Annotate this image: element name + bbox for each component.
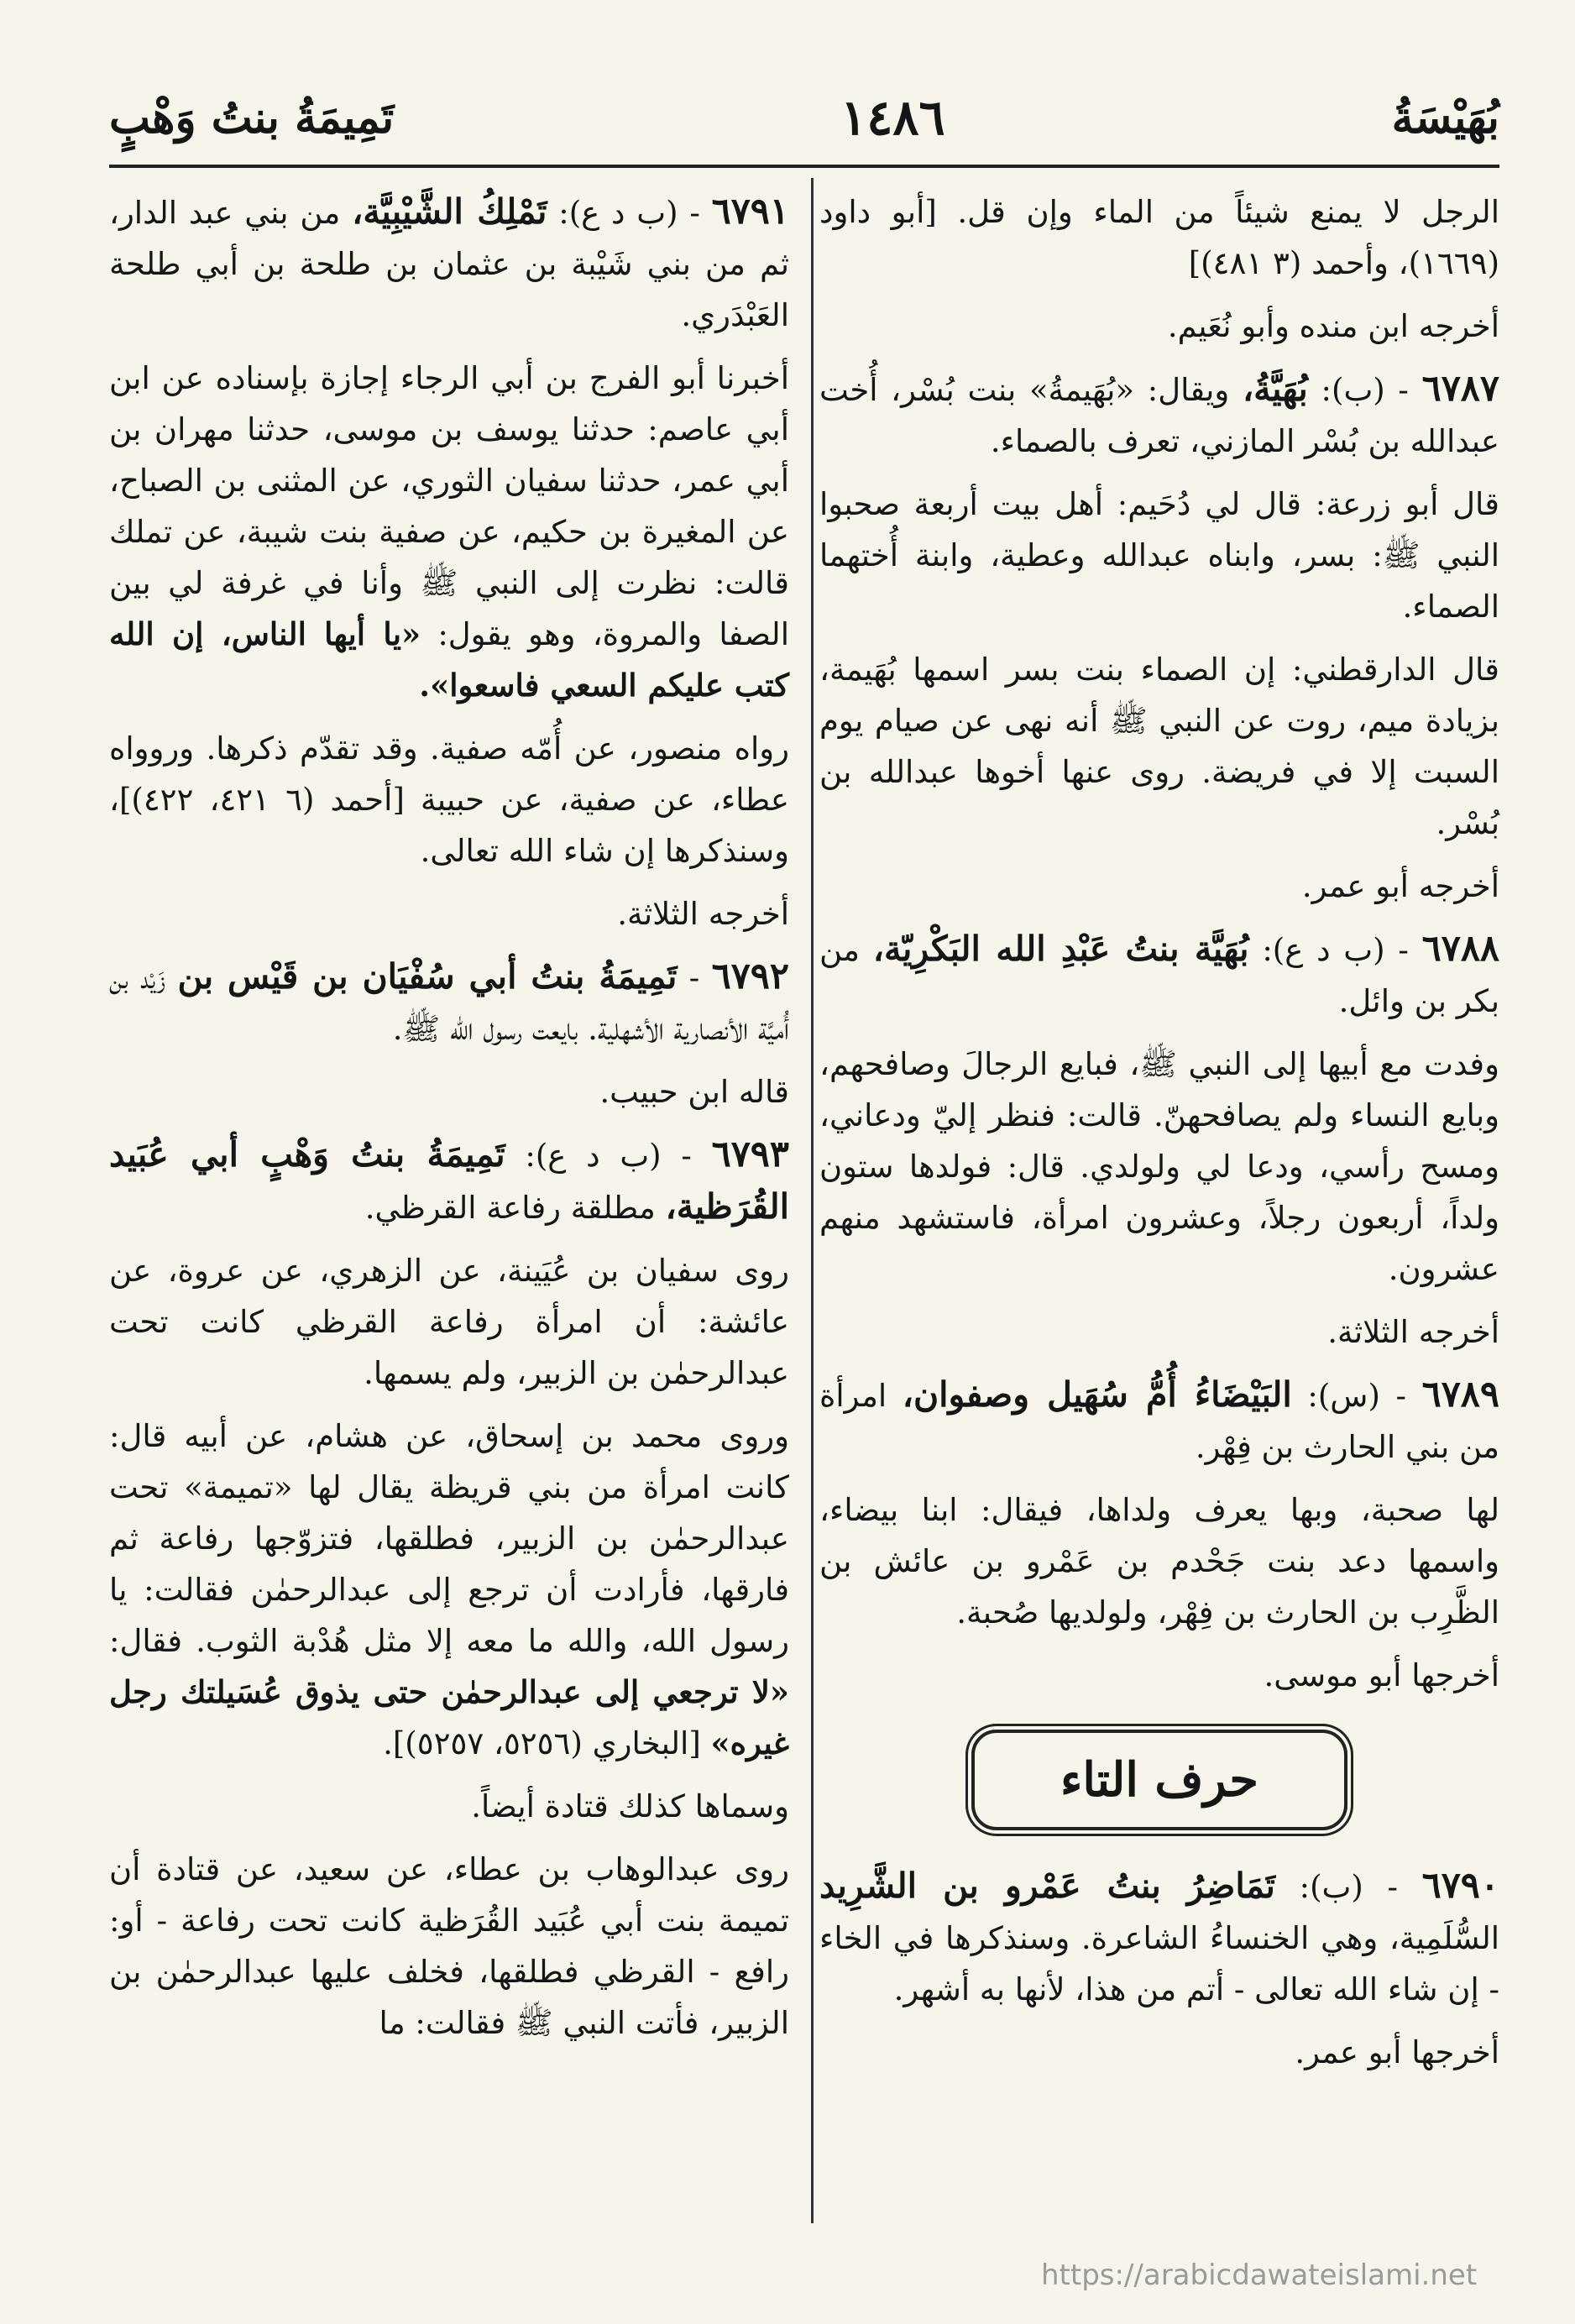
text-paragraph: أخرجه ابن منده وأبو نُعَيم. (1167, 308, 1499, 344)
hadith-quote: «لا ترجعي إلى عبدالرحمٰن حتى يذوق عُسَيلتك رجل غيره» (109, 1673, 789, 1761)
entry-text: السُّلَمِية، وهي الخنساءُ الشاعرة. وسنذكرها في الخاء - إن شاء الله تعالى - أتم من هذا، لأنها به أشهر. (819, 1920, 1499, 2007)
right-column (819, 186, 1499, 2090)
entry-text: من بني عبد الدار، ثم من بني شَيْبة بن عثمان بن طلحة بن أبي طلحة العَبْدَري. (109, 195, 789, 333)
entry-text: زَيْد بن أُميَّة الأنصارية الأشهلية. بايعت رسول الله ﷺ. (109, 960, 789, 1047)
text-paragraph (109, 1411, 789, 1769)
hadith-quote: «يا أيها الناس، إن الله كتب عليكم السعي فاسعوا». (109, 615, 789, 704)
section-heading-title: حرف التاء (1060, 1751, 1258, 1808)
entry-name: البَيْضَاءُ أُمُّ سُهَيل وصفوان، (902, 1374, 1292, 1415)
page-header (109, 84, 1499, 151)
entry-source-codes: - (س): (1291, 1378, 1422, 1414)
entry-source-codes: - (ب): (1307, 372, 1422, 408)
text-paragraph: روى سفيان بن عُيَينة، عن الزهري، عن عروة، عن عائشة: أن امرأة رفاعة القرظي كانت تحت عبدالرحمٰن بن الزبير، ولم يسمها. (109, 1253, 789, 1391)
text-paragraph: لها صحبة، وبها يعرف ولداها، فيقال: ابنا بيضاء، واسمها دعد بنت جَحْدم بن عَمْرو بن عائش بن الظَّرِب بن الحارث بن فِهْر، ولولديها صُحبة. (819, 1492, 1499, 1630)
column-divider (811, 178, 814, 2223)
entry-name: تَمِيمَةُ بنتُ وَهْبٍ أبي عُبَيد القُرَظية، (109, 1134, 789, 1227)
text-paragraph: أخرجها أبو عمر. (1295, 2034, 1499, 2070)
text-paragraph (109, 353, 789, 711)
entry-name: تَمْلِكُ الشَّيْبِيَّة، (352, 191, 547, 232)
text-paragraph: أخرجه أبو عمر. (1301, 868, 1499, 904)
watermark-url: https://arabicdawateislami.net (1041, 2259, 1478, 2292)
entry-paragraph (819, 1861, 1499, 2015)
entry-number: ٦٧٩١ (711, 191, 789, 233)
entry-text: ويقال: «بُهَيمةُ» بنت بُسْر، أُخت عبدالله بن بُسْر المازني، تعرف بالصماء. (819, 372, 1499, 459)
page-number: ١٤٨٦ (840, 89, 945, 146)
entry-number: ٦٧٨٩ (1421, 1374, 1499, 1416)
entry-paragraph (109, 186, 789, 341)
entry-number: ٦٧٩٢ (711, 955, 789, 997)
paragraph-text: أخبرنا أبو الفرج بن أبي الرجاء إجازة بإسناده عن ابن أبي عاصم: حدثنا يوسف بن موسى، حدثنا مهران بن أبي عمر، حدثنا سفيان الثوري، عن المثنى بن الصباح، عن المغيرة بن حكيم، عن صفية بنت شيبة، عن تملك قالت: نظرت إلى النبي ﷺ وأنا في غرفة لي بين الصفا والمروة، وهو يقول: (109, 360, 789, 652)
text-paragraph: الرجل لا يمنع شيئاً من الماء وإن قل. [أبو داود (١٦٦٩)، وأحمد (٣ ٤٨١)] (819, 194, 1499, 281)
entry-source-codes: - (ب): (1274, 1869, 1422, 1905)
entry-number: ٦٧٨٧ (1421, 368, 1499, 410)
text-paragraph: رواه منصور، عن أُمّه صفية. وقد تقدّم ذكرها. وروواه عطاء، عن صفية، عن حبيبة [أحمد (٦ ٤٢١، ٤٢٢)]، وسنذكرها إن شاء الله تعالى. (109, 730, 789, 869)
entry-number: ٦٧٩٣ (711, 1133, 789, 1175)
text-paragraph: قال الدارقطني: إن الصماء بنت بسر اسمها بُهَيمة، بزيادة ميم، روت عن النبي ﷺ أنه نهى عن صيام يوم السبت إلا في فريضة. روى عنها أخوها عبدالله بن بُسْر. (819, 652, 1499, 841)
header-right-title: بُهَيْسَةُ (1391, 92, 1499, 144)
paragraph-text: [البخاري (٥٢٥٦، ٥٢٥٧)]. (383, 1725, 711, 1761)
section-heading-box (971, 1730, 1347, 1830)
left-column (109, 186, 789, 2060)
text-paragraph: قاله ابن حبيب. (599, 1074, 789, 1110)
text-paragraph: روى عبدالوهاب بن عطاء، عن سعيد، عن قتادة أن تميمة بنت أبي عُبَيد القُرَظية كانت تحت رفاعة - أو: رافع - القرظي فطلقها، فخلف عليها عبدالرحمٰن بن الزبير، فأتت النبي ﷺ فقالت: ما (109, 1851, 789, 2041)
text-paragraph: أخرجه الثلاثة. (1327, 1314, 1499, 1350)
text-paragraph: وفدت مع أبيها إلى النبي ﷺ، فبايع الرجالَ وصافحهم، وبايع النساء ولم يصافحهنّ. قالت: فنظر إليّ ودعاني، ومسح رأسي، ودعا لي ولولدي. قال: فولدها ستون ولداً، أربعون رجلاً، وعشرون امرأة، فاستشهد منهم عشرون. (819, 1046, 1499, 1287)
entry-text: مطلقة رفاعة القرظي. (364, 1190, 666, 1226)
entry-paragraph (819, 364, 1499, 467)
entry-name: تَمِيمَةُ بنتُ أبي سُفْيَان بن قَيْس بن (177, 956, 678, 997)
entry-text: من بكر بن وائل. (819, 932, 1499, 1019)
entry-source-codes: - (ب د ع): (547, 195, 712, 231)
entry-name: بُهَيَّة بنتُ عَبْدِ الله البَكْرِيّة، (872, 929, 1249, 969)
text-paragraph: قال أبو زرعة: قال لي دُحَيم: أهل بيت أربعة صحبوا النبي ﷺ: بسر، وابناه عبدالله وعطية، وابنة أُختهما الصماء. (819, 486, 1499, 625)
entry-source-codes: - (ب د ع): (505, 1138, 712, 1174)
entry-source-codes: - (ب د ع): (1248, 932, 1422, 968)
entry-text: امرأة من بني الحارث بن فِهْر. (819, 1378, 1499, 1465)
header-left-title: تَمِيمَةُ بنتُ وَهْبٍ (109, 92, 395, 144)
entry-number: ٦٧٩٠ (1421, 1865, 1499, 1907)
paragraph-text: وروى محمد بن إسحاق، عن هشام، عن أبيه قال: كانت امرأة من بني قريظة يقال لها «تميمة» تحت عبدالرحمٰن بن الزبير، فطلقها، فتزوّجها رفاعة ثم فارقها، فأرادت أن ترجع إلى عبدالرحمٰن فقالت: يا رسول الله، والله ما معه إلا مثل هُدْبة الثوب. فقال: (109, 1418, 789, 1659)
entry-source-codes: - (677, 960, 712, 996)
text-paragraph: أخرجه الثلاثة. (617, 896, 789, 932)
text-paragraph: وسماها كذلك قتادة أيضاً. (471, 1788, 789, 1824)
entry-number: ٦٧٨٨ (1421, 928, 1500, 970)
entry-paragraph (819, 924, 1499, 1027)
entry-paragraph (109, 1129, 789, 1233)
entry-paragraph (109, 951, 789, 1055)
entry-paragraph (819, 1369, 1499, 1473)
header-rule (109, 165, 1499, 168)
text-paragraph: أخرجها أبو موسى. (1264, 1657, 1499, 1693)
entry-name: بُهَيَّةُ، (1242, 369, 1308, 409)
entry-name: تَمَاضِرُ بنتُ عَمْرو بن الشَّرِيد (819, 1866, 1275, 1906)
